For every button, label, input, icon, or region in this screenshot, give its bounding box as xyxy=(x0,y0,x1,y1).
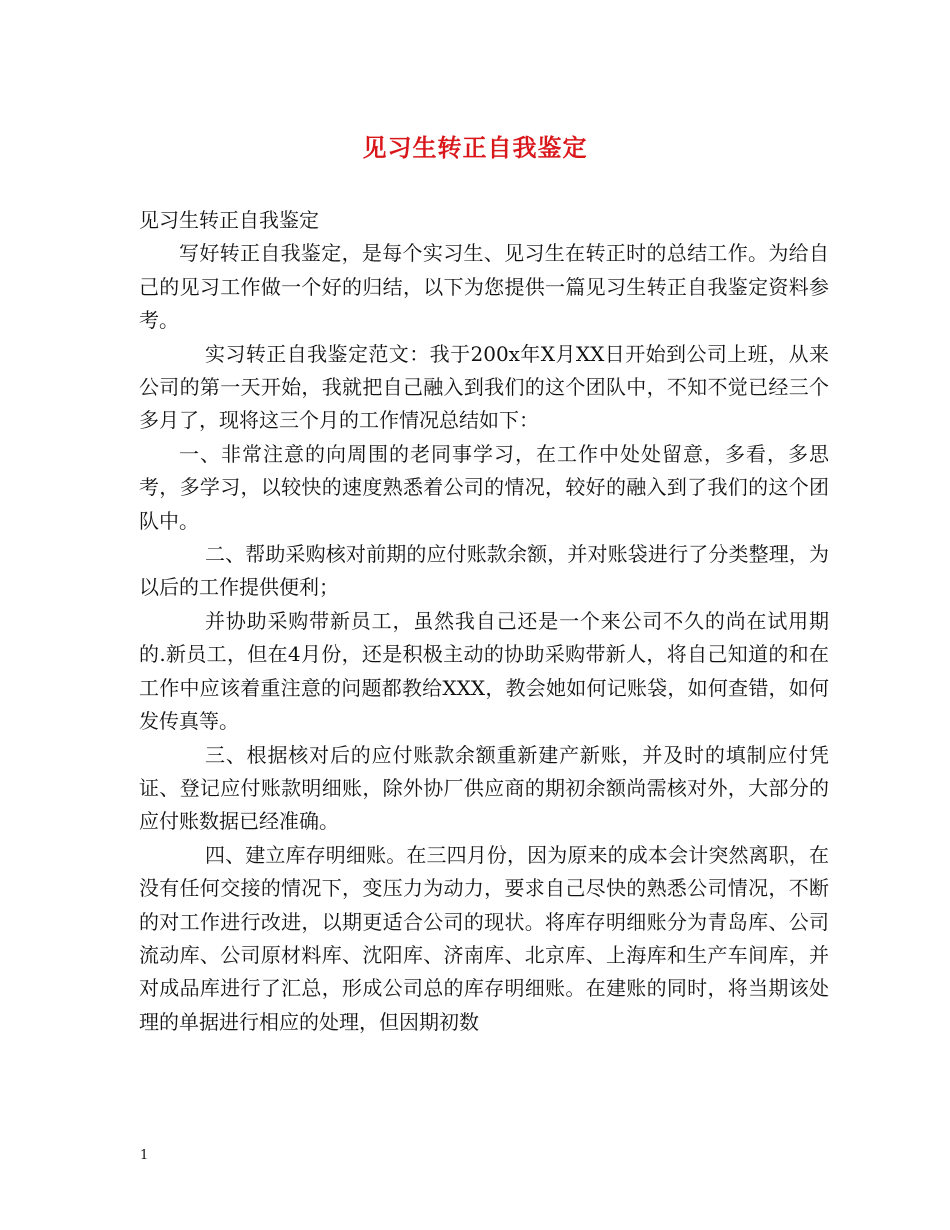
paragraph-point-2-continued: 并协助采购带新员工，虽然我自己还是一个来公司不久的尚在试用期的.新员工，但在4月份，还是积极主动的协助采购带新人，将自己知道的和在工作中应该着重注意的问题都教给XXX，教会她如何记账袋，如何查错，如何发传真等。 xyxy=(139,608,829,734)
paragraph-sample-opening: 实习转正自我鉴定范文：我于200x年X月XX日开始到公司上班，从来公司的第一天开始，我就把自己融入到我们的这个团队中，不知不觉已经三个多月了，现将这三个月的工作情况总结如下： xyxy=(139,341,829,433)
paragraph-point-3: 三、根据核对后的应付账款余额重新建产新账，并及时的填制应付凭证、登记应付账款明细账，除外协厂供应商的期初余额尚需核对外，大部分的应付账数据已经准确。 xyxy=(139,742,829,834)
page-number: 1 xyxy=(140,1148,149,1163)
paragraph-point-2: 二、帮助采购核对前期的应付账款余额，并对账袋进行了分类整理，为以后的工作提供便利； xyxy=(139,542,829,600)
page-title: 见习生转正自我鉴定 xyxy=(362,133,588,162)
document-body xyxy=(139,204,829,1039)
paragraph-intro: 写好转正自我鉴定，是每个实习生、见习生在转正时的总结工作。为给自己的见习工作做一个好的归结，以下为您提供一篇见习生转正自我鉴定资料参考。 xyxy=(139,241,829,333)
paragraph-point-4: 四、建立库存明细账。在三四月份，因为原来的成本会计突然离职，在没有任何交接的情况下，变压力为动力，要求自己尽快的熟悉公司情况，不断的对工作进行改进，以期更适合公司的现状。将库存明细账分为青岛库、公司流动库、公司原材料库、沈阳库、济南库、北京库、上海库和生产车间库，并对成品库进行了汇总，形成公司总的库存明细账。在建账的同时，将当期该处理的单据进行相应的处理，但因期初数 xyxy=(139,842,829,1034)
paragraph-point-1: 一、非常注意的向周围的老同事学习，在工作中处处留意，多看，多思考，多学习，以较快的速度熟悉着公司的情况，较好的融入到了我们的这个团队中。 xyxy=(139,441,829,533)
document-subtitle: 见习生转正自我鉴定 xyxy=(139,208,319,232)
